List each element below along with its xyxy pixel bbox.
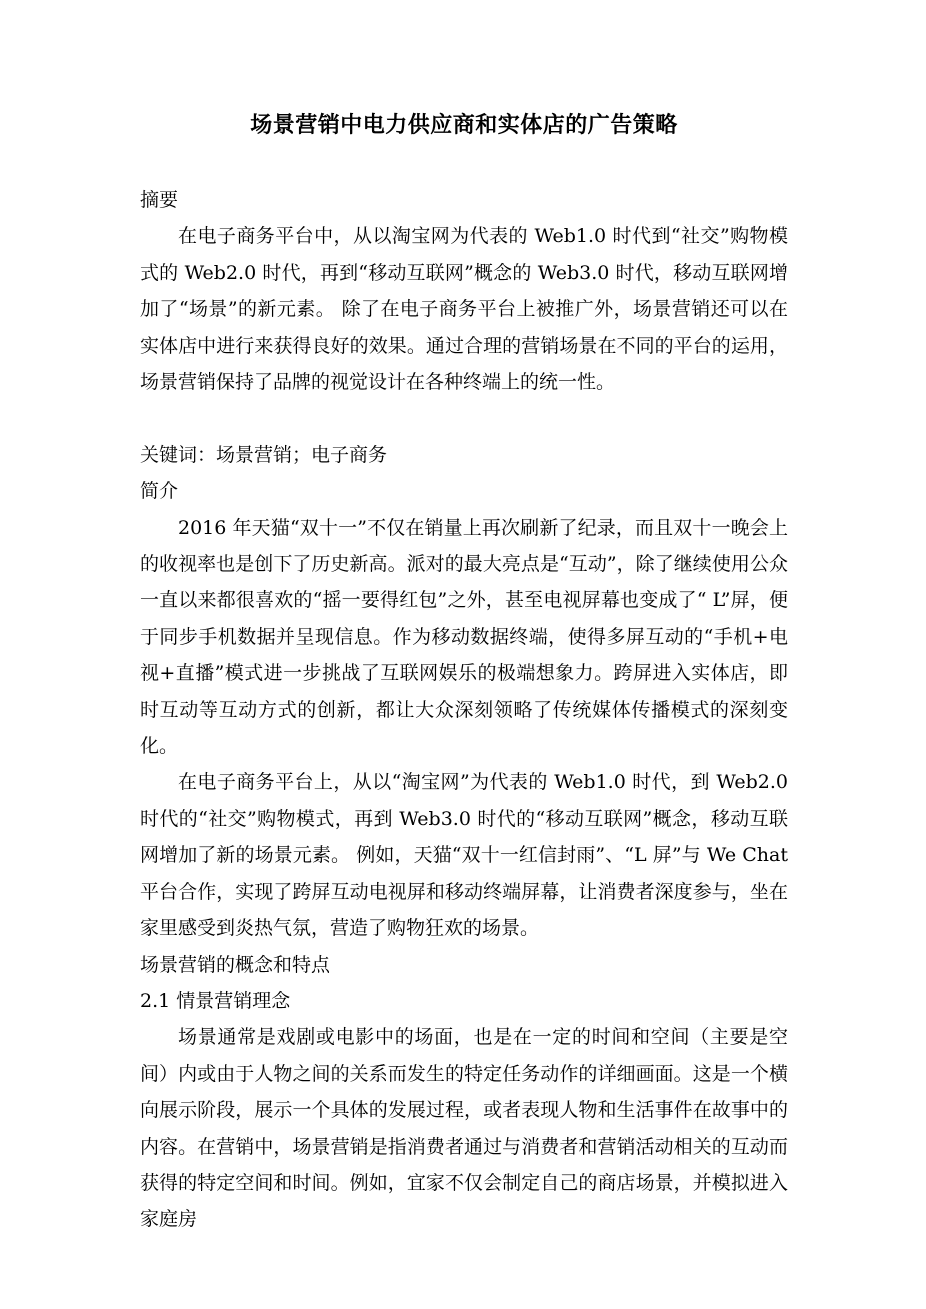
- subsection-heading-2-1: 2.1 情景营销理念: [140, 989, 291, 1012]
- abstract-label: 摘要: [140, 189, 179, 211]
- abstract-paragraph: 在电子商务平台中，从以淘宝网为代表的 Web1.0 时代到“社交”购物模式的 Web2.0 时代，再到“移动互联网”概念的 Web3.0 时代，移动互联网增加了“场景”的新元素。 除了在电子商务平台上被推广外，场景营销还可以在实体店中进行来获得良好的效果。通过合理的营销场景在不同的平台的运用，场景营销保持了品牌的视觉设计在各种终端上的统一性。: [140, 225, 788, 394]
- intro-paragraph-2: 在电子商务平台上，从以“淘宝网”为代表的 Web1.0 时代，到 Web2.0 时代的“社交”购物模式，再到 Web3.0 时代的“移动互联网”概念，移动互联网增加了新的场景元素。 例如，天猫“双十一红信封雨”、“L 屏”与 We Chat 平台合作，实现了跨屏互动电视屏和移动终端屏幕，让消费者深度参与，坐在家里感受到炎热气氛，营造了购物狂欢的场景。: [140, 771, 788, 940]
- concept-paragraph: 场景通常是戏剧或电影中的场面，也是在一定的时间和空间（主要是空间）内或由于人物之间的关系而发生的特定任务动作的详细画面。这是一个横向展示阶段，展示一个具体的发展过程，或者表现人物和生活事件在故事中的内容。在营销中，场景营销是指消费者通过与消费者和营销活动相关的互动而获得的特定空间和时间。例如，宜家不仅会制定自己的商店场景，并模拟进入家庭房: [140, 1026, 788, 1231]
- intro-paragraph-1: 2016 年天猫“双十一”不仅在销量上再次刷新了纪录，而且双十一晚会上的收视率也是创下了历史新高。派对的最大亮点是“互动”，除了继续使用公众一直以来都很喜欢的“摇一要得红包”之外，甚至电视屏幕也变成了“ L”屏，便于同步手机数据并呈现信息。作为移动数据终端，使得多屏互动的“手机+电视+直播”模式进一步挑战了互联网娱乐的极端想象力。跨屏进入实体店，即时互动等互动方式的创新，都让大众深刻领略了传统媒体传播模式的深刻变化。: [140, 516, 788, 758]
- blank-line: [140, 400, 788, 436]
- intro-label: 简介: [140, 480, 179, 503]
- keywords-line: 关键词：场景营销；电子商务: [140, 443, 388, 466]
- section-heading-concepts: 场景营销的概念和特点: [140, 953, 331, 976]
- document-title: 场景营销中电力供应商和实体店的广告策略: [250, 113, 678, 138]
